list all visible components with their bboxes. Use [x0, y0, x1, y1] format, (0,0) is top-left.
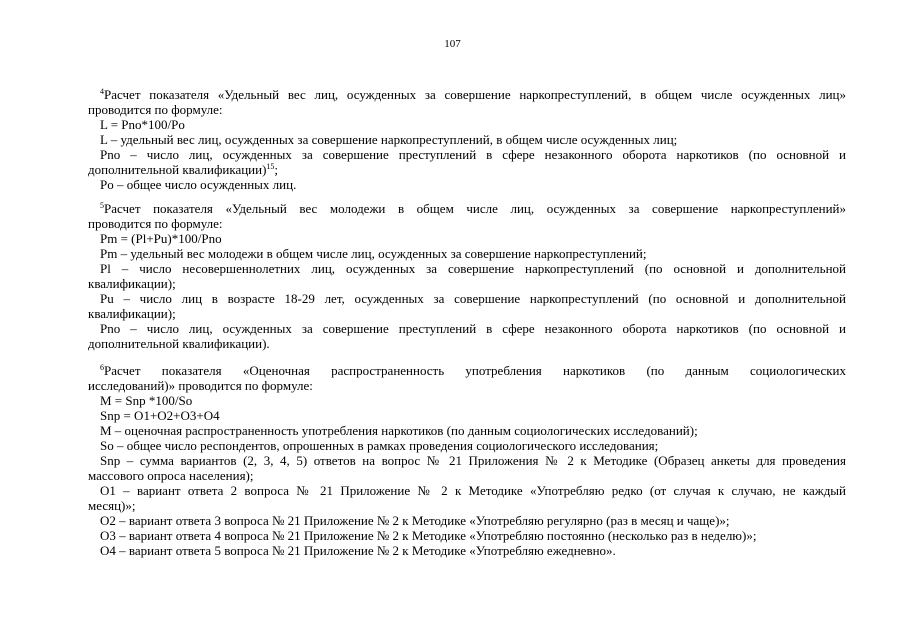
- document-body: [88, 87, 846, 558]
- footnote-mark-5: 5: [100, 201, 104, 210]
- s5-def-Pno-line2: дополнительной квалификации).: [88, 336, 270, 351]
- s5-formula: Pm = (Pl+Pu)*100/Pno: [100, 231, 222, 246]
- s4-intro-line1: $^4$Расчет показателя «Удельный вес лиц, осужденных за совершение наркопреступлений, в общем числе осужденных лиц»: [100, 87, 846, 102]
- s6-def-So: So – общее число респондентов, опрошенных в рамках проведения социологического исследования;: [100, 438, 659, 453]
- s5-intro-line2: проводится по формуле:: [88, 216, 223, 231]
- s4-formula: L = Pno*100/Po: [100, 117, 185, 132]
- s5-def-Pno-line1: Pno – число лиц, осужденных за совершение преступлений в сфере незаконного оборота наркотиков (по основной и: [100, 321, 846, 336]
- footnote-mark-4: 4: [100, 87, 104, 96]
- s4-intro-line2: проводится по формуле:: [88, 102, 223, 117]
- s5-def-Pl-line1: Pl – число несовершеннолетних лиц, осужденных за совершение наркопреступлений (по основной и дополнительной: [100, 261, 846, 276]
- s6-formula-Snp: Snp = O1+O2+O3+O4: [100, 408, 220, 423]
- s6-def-O3: O3 – вариант ответа 4 вопроса № 21 Приложение № 2 к Методике «Употребляю постоянно (несколько раз в неделю)»;: [100, 528, 757, 543]
- s6-intro-line1: $^6$Расчет показателя «Оценочная распространенность употребления наркотиков (по данным социологических: [100, 363, 846, 378]
- page-number: 107: [444, 38, 461, 50]
- s6-def-O4: O4 – вариант ответа 5 вопроса № 21 Приложение № 2 к Методике «Употребляю ежедневно».: [100, 543, 616, 558]
- s4-def-L: L – удельный вес лиц, осужденных за совершение наркопреступлений, в общем числе осужденных лиц;: [100, 132, 678, 147]
- s6-intro-line2: исследований)» проводится по формуле:: [88, 378, 313, 393]
- s5-intro-line1: $^5$Расчет показателя «Удельный вес молодежи в общем числе лиц, осужденных за совершение наркопреступлений»: [100, 201, 846, 216]
- s5-def-Pu-line1: Pu – число лиц в возрасте 18-29 лет, осужденных за совершение наркопреступлений (по основной и дополнительной: [100, 291, 846, 306]
- s5-def-Pu-line2: квалификации);: [88, 306, 176, 321]
- s5-def-Pm: Pm – удельный вес молодежи в общем числе лиц, осужденных за совершение наркопреступлений;: [100, 246, 647, 261]
- s6-def-O2: O2 – вариант ответа 3 вопроса № 21 Приложение № 2 к Методике «Употребляю регулярно (раз в месяц и чаще)»;: [100, 513, 730, 528]
- s6-def-O1-line1: O1 – вариант ответа 2 вопроса № 21 Приложение № 2 к Методике «Употребляю редко (от случая к случаю, не каждый: [100, 483, 846, 498]
- footnote-ref-15: 15: [266, 162, 275, 171]
- s6-def-M: M – оценочная распространенность употребления наркотиков (по данным социологических исследований);: [100, 423, 698, 438]
- s6-formula-M: M = Snp *100/So: [100, 393, 193, 408]
- s4-def-Pno-line2: дополнительной квалификации)$^{15}$;: [88, 162, 279, 177]
- s5-def-Pl-line2: квалификации);: [88, 276, 176, 291]
- s4-def-Pno-line1: Pno – число лиц, осужденных за совершение преступлений в сфере незаконного оборота наркотиков (по основной и: [100, 147, 846, 162]
- s4-def-Po: Po – общее число осужденных лиц.: [100, 177, 297, 192]
- s6-def-Snp-line2: массового опроса населения);: [88, 468, 254, 483]
- s6-def-Snp-line1: Snp – сумма вариантов (2, 3, 4, 5) ответов на вопрос № 21 Приложения № 2 к Методике (Образец анкеты для проведения: [100, 453, 846, 468]
- footnote-mark-6: 6: [100, 363, 104, 372]
- s6-def-O1-line2: месяц)»;: [88, 498, 136, 513]
